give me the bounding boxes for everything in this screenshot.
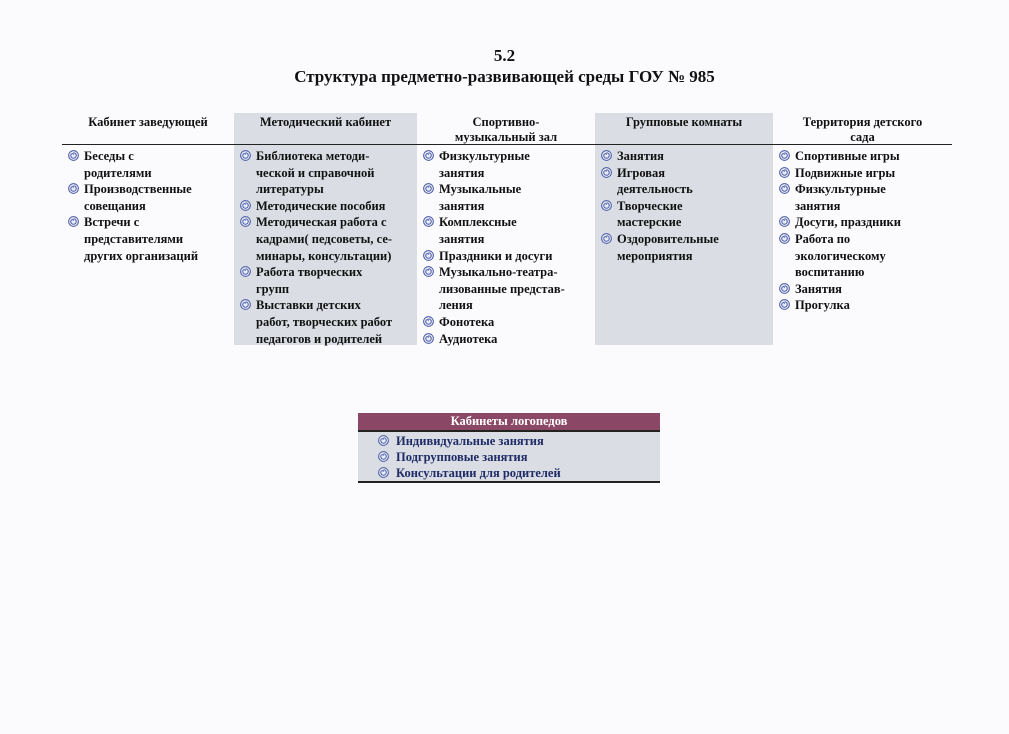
list-item bbox=[240, 297, 413, 347]
list-item bbox=[240, 214, 413, 264]
list-item bbox=[68, 181, 230, 214]
swirl-bullet-icon bbox=[779, 299, 790, 310]
column-items bbox=[417, 145, 595, 347]
swirl-bullet-icon bbox=[423, 183, 434, 194]
swirl-bullet-icon bbox=[423, 250, 434, 261]
speech-therapist-box bbox=[358, 413, 660, 483]
column-header: Территория детского сада bbox=[773, 113, 952, 145]
list-item-text: Оздоровительные мероприятия bbox=[617, 231, 719, 263]
list-item-text: Прогулка bbox=[795, 298, 850, 313]
list-item bbox=[779, 281, 948, 298]
list-item-text: Работа по экологическому воспитанию bbox=[795, 231, 886, 280]
swirl-bullet-icon bbox=[601, 200, 612, 211]
list-item-text: Творческие мастерские bbox=[617, 198, 683, 230]
list-item bbox=[779, 297, 948, 314]
swirl-bullet-icon bbox=[68, 150, 79, 161]
speech-therapist-title: Кабинеты логопедов bbox=[358, 413, 660, 432]
list-item bbox=[601, 148, 769, 165]
swirl-bullet-icon bbox=[423, 150, 434, 161]
list-item-text: Выставки детских работ, творческих работ педагогов и родителей bbox=[256, 298, 393, 346]
list-item bbox=[779, 165, 948, 182]
column-items bbox=[595, 145, 773, 264]
list-item bbox=[240, 148, 413, 198]
list-item-text: Игровая деятельность bbox=[617, 165, 693, 197]
swirl-bullet-icon bbox=[378, 435, 389, 446]
swirl-bullet-icon bbox=[779, 283, 790, 294]
list-item-text: Методические пособия bbox=[256, 198, 386, 213]
list-item bbox=[601, 198, 769, 231]
column-sports-music-hall bbox=[417, 113, 595, 345]
list-item-text: Праздники и досуги bbox=[439, 248, 553, 263]
list-item-text: Подвижные игры bbox=[795, 165, 896, 180]
list-item-text: Беседы с родителями bbox=[84, 149, 152, 180]
speech-therapist-items bbox=[358, 432, 660, 481]
list-item bbox=[240, 198, 413, 215]
swirl-bullet-icon bbox=[779, 183, 790, 194]
list-item-text: Методическая работа с кадрами( педсоветы, се- минары, консультации) bbox=[256, 215, 393, 263]
column-items bbox=[62, 145, 234, 264]
list-item-text: Консультации для родителей bbox=[396, 466, 561, 480]
swirl-bullet-icon bbox=[240, 216, 251, 227]
swirl-bullet-icon bbox=[378, 451, 389, 462]
list-item bbox=[423, 248, 591, 265]
list-item bbox=[423, 148, 591, 181]
list-item-text: Комплексные занятия bbox=[439, 215, 517, 246]
list-item bbox=[378, 465, 660, 481]
column-territory bbox=[773, 113, 952, 345]
list-item-text: Фонотека bbox=[439, 314, 495, 329]
swirl-bullet-icon bbox=[423, 216, 434, 227]
list-item-text: Занятия bbox=[617, 149, 664, 163]
list-item bbox=[601, 165, 769, 198]
swirl-bullet-icon bbox=[68, 183, 79, 194]
list-item bbox=[423, 314, 591, 331]
swirl-bullet-icon bbox=[423, 333, 434, 344]
column-header: Групповые комнаты bbox=[595, 113, 773, 145]
list-item bbox=[378, 449, 660, 465]
list-item-text: Производственные совещания bbox=[84, 182, 192, 213]
column-head-office bbox=[62, 113, 234, 345]
list-item-text: Музыкально-театра- лизованные представ- ления bbox=[439, 265, 565, 313]
column-header: Кабинет заведующей bbox=[62, 113, 234, 145]
list-item-text: Библиотека методи- ческой и справочной литературы bbox=[256, 149, 375, 197]
list-item-text: Музыкальные занятия bbox=[439, 182, 522, 213]
list-item bbox=[779, 231, 948, 281]
swirl-bullet-icon bbox=[423, 266, 434, 277]
column-header: Спортивно- музыкальный зал bbox=[417, 113, 595, 145]
list-item bbox=[779, 148, 948, 165]
list-item bbox=[423, 181, 591, 214]
list-item-text: Подгрупповые занятия bbox=[396, 450, 528, 464]
section-number: 5.2 bbox=[493, 46, 516, 65]
list-item bbox=[423, 214, 591, 247]
swirl-bullet-icon bbox=[240, 150, 251, 161]
list-item-text: Досуги, праздники bbox=[795, 215, 901, 230]
list-item bbox=[423, 331, 591, 348]
list-item bbox=[779, 214, 948, 231]
list-item-text: Физкультурные занятия bbox=[439, 149, 530, 180]
swirl-bullet-icon bbox=[601, 233, 612, 244]
column-items bbox=[773, 145, 952, 314]
list-item bbox=[240, 264, 413, 297]
swirl-bullet-icon bbox=[423, 316, 434, 327]
column-header: Методический кабинет bbox=[234, 113, 417, 145]
swirl-bullet-icon bbox=[779, 216, 790, 227]
list-item-text: Занятия bbox=[795, 281, 842, 296]
list-item bbox=[378, 433, 660, 449]
swirl-bullet-icon bbox=[240, 299, 251, 310]
list-item bbox=[423, 264, 591, 314]
list-item bbox=[601, 231, 769, 264]
swirl-bullet-icon bbox=[68, 216, 79, 227]
column-methodical-office bbox=[234, 113, 417, 345]
column-group-rooms bbox=[595, 113, 773, 345]
swirl-bullet-icon bbox=[240, 200, 251, 211]
swirl-bullet-icon bbox=[240, 266, 251, 277]
document-heading bbox=[0, 46, 1009, 88]
list-item-text: Встречи с представителями других организаций bbox=[84, 215, 199, 263]
list-item-text: Аудиотека bbox=[439, 331, 498, 346]
list-item-text: Индивидуальные занятия bbox=[396, 434, 544, 448]
list-item-text: Работа творческих групп bbox=[256, 265, 363, 296]
list-item bbox=[68, 148, 230, 181]
page-title: Структура предметно-развивающей среды ГОУ № 985 bbox=[294, 67, 715, 86]
structure-table bbox=[62, 113, 952, 345]
column-items bbox=[234, 145, 417, 347]
list-item-text: Физкультурные занятия bbox=[795, 182, 886, 213]
list-item bbox=[68, 214, 230, 264]
swirl-bullet-icon bbox=[779, 167, 790, 178]
list-item bbox=[779, 181, 948, 214]
swirl-bullet-icon bbox=[378, 467, 389, 478]
swirl-bullet-icon bbox=[601, 167, 612, 178]
swirl-bullet-icon bbox=[779, 150, 790, 161]
swirl-bullet-icon bbox=[601, 150, 612, 161]
swirl-bullet-icon bbox=[779, 233, 790, 244]
list-item-text: Спортивные игры bbox=[795, 149, 900, 163]
